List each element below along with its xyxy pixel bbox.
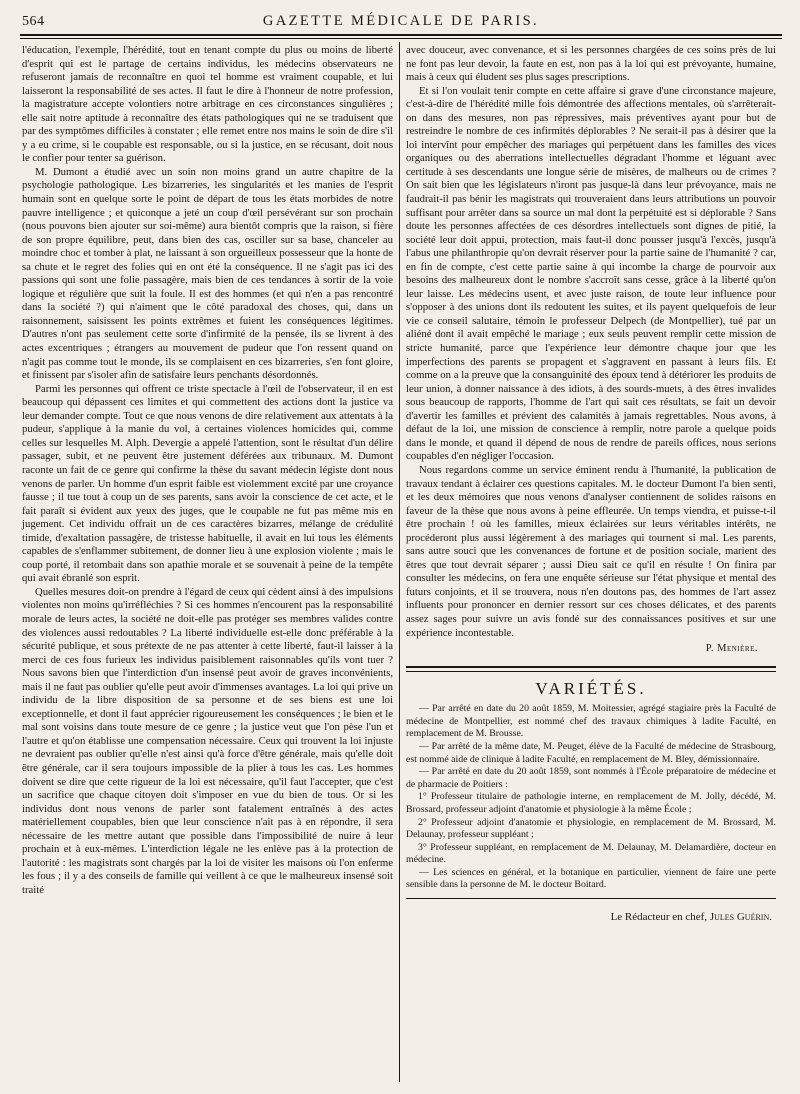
section-title-varietes: VARIÉTÉS.: [535, 678, 647, 698]
paragraph: Nous regardons comme un service éminent rendu à l'humanité, la publication de travaux tendant à éclairer ces questions capitales. M. le docteur Dumont l'a bien senti, et les deux mémoires que nous venons d'analyser contiennent de solides raisons en faveur de la thèse que nous avons à peine effleurée. Un temps viendra, et puisse-t-il être prochain ! où les familles, mieux éclairées sur leurs véritables intérêts, ne procéderont plus aussi légèrement à des mariages qui tournent si mal. Les parents, sans autre souci que les convenances de fortune et de position sociale, marient des êtres que tout devrait séparer ; aussi Dieu sait ce qu'il en résulte ! On finira par consulter les médecins, on fera une enquête sérieuse sur l'état physique et mental des futurs conjoints, et il se trouvera, nous n'en doutons pas, des hommes de l'art assez influents pour prononcer en dernier ressort sur ces choses délicates, et des parents assez sages pour suivre un avis fondé sur des connaissances positives et sur une expérience incontestable.: [406, 463, 776, 639]
news-subitem: 2° Professeur adjoint d'anatomie et physiologie, en remplacement de M. Brossard, M. Delaunay, professeur suppléant ;: [406, 816, 776, 841]
paragraph: Et si l'on voulait tenir compte en cette affaire si grave d'une circonstance majeure, c'est-à-dire de l'hérédité mille fois démontrée des affections mentales, où s'arrêterait-on dans des mesures, non pas répressives, mais préventives ayant pour but de restreindre le nombre de ces infirmités déplorables ? Ne serait-il pas à désirer que la loi intervînt pour empêcher des mariages qui perpétuent dans les familles des vices organiques ou des aberrations intellectuelles dégradant l'homme et léguant avec certitude à ses descendants une longue série de misères, de malheurs ou de crimes ? On sait bien que les législateurs n'iront pas jusque-là dans leur prévoyance, mais ne faudrait-il pas bénir les magistrats qui trouveraient dans leurs attributions un pouvoir suffisant pour arrêter dans sa source un mal dont la perpétuité est si déplorable ? Sans doute les personnes affectées de ces désordres intellectuels sont dignes de pitié, la société leur doit appui, protection, mais faut-il donc pousser jusqu'à l'excès, jusqu'à l'abus une philanthropie qu'on devrait réserver pour la partie saine de l'humanité ? car, en fin de compte, c'est cette partie saine à qui incombe la charge de pourvoir aux besoins des malheureux dont le nombre s'accroît sans cesse, grâce à la liberté qu'on leur laisse. Les médecins usent, et avec juste raison, de toute leur influence pour s'opposer à des unions dont ils redoutent les suites, et ils payent quelquefois de leur vie ce conseil salutaire, témoin le professeur Delpech (de Montpellier), tué par un aliéné dont il avait empêché le mariage ; eux seuls peuvent remplir cette mission de stricte humanité, parce que l'expérience leur démontre chaque jour que les imperfections des parents se propagent et s'aggravent en passant à leurs fils. Et comme on a la preuve que la consanguinité des époux tend à détériorer les produits de leur union, à donner naissance à des idiots, à des sourds-muets, à des êtres invalides sous beaucoup de rapports, l'homme de l'art qui sait ces résultats, se fait un devoir d'avertir les familles et prévient des calamités à jamais regrettables. Nous avons, à défaut de la loi, une mission de conscience à remplir, notre parole a quelque poids dans le monde, et quand il dépend de nous de rendre de pareils offices, nous serions coupables d'en négliger l'occasion.: [406, 84, 776, 463]
article-signature: P. Menière.: [705, 643, 758, 655]
news-item: — Par arrêté en date du 20 août 1859, M. Moitessier, agrégé stagiaire près la Faculté de médecine de Montpellier, est nommé chef des travaux chimiques à ladite Faculté, en remplacement de M. Brousse.: [406, 703, 776, 740]
news-item: — Par arrêté de la même date, M. Peuget, élève de la Faculté de médecine de Strasbourg, est nommé aide de clinique à ladite Faculté, en remplacement de M. Bley, démissionnaire.: [406, 740, 776, 765]
paragraph: M. Dumont a étudié avec un soin non moins grand un autre chapitre de la psychologie pathologique. Les bizarreries, les singularités et les manies de l'esprit humain sont en quelque sorte le point de départ de tous les états morbides de notre pauvre intelligence ; et quiconque a jeté un coup d'œil persévérant sur son prochain (nous pouvons bien ajouter sur soi-même) aura bientôt compris que la raison, si fière de son propre équilibre, peut, dans bien des cas, osciller sur sa base, chanceler au moindre choc et tomber à plat, ne laissant à son orgueilleux possesseur que la honte de sa chute et le regret des folies qui en ont été la conséquence. Il ne s'agit pas ici des passions qui sont une folie passagère, mais bien de ces tendances à sortir de la voie logique et régulière que suit la foule. Il est des hommes (et qui n'en a pas rencontré dans la société ?) qui n'aiment que le côté paradoxal des choses, qui, dans un raisonnement, saisissent les points extrêmes et fuient les conséquences légitimes. D'autres n'ont pas seulement cette sorte d'infirmité de la pensée, ils se livrent à des actes excentriques ; étrangers au mouvement de pudeur que l'on ressent quand on n'agit pas comme tout le monde, ils se complaisent en ces bizarreries, s'en font gloire, et finissent par s'isoler afin de satisfaire leurs penchants désordonnés.: [22, 165, 393, 382]
page-header: [20, 12, 782, 34]
editor-line: [406, 911, 776, 925]
paragraph: Parmi les personnes qui offrent ce triste spectacle à l'œil de l'observateur, il en est beaucoup qui dépassent ces limites et qui commettent des actions dont la justice va leur demander compte. Tout ce que nous venons de dire relativement aux attentats à la pudeur, s'applique à la manie du vol, à certaines violences homicides qui, comme celles sur lesquelles M. Alph. Devergie a appelé l'attention, sont le résultat d'un délire passager, subit, et ne peuvent être justement déférées aux tribunaux. M. Dumont raconte un fait de ce genre qui confirme la thèse du savant médecin légiste dont nous venons de parler. Un homme d'un esprit faible est violemment excité par une croyance fausse ; il tue tout à coup un de ses parents, sans avoir la conscience de cet acte, et le fait paraît si évident aux yeux des juges, que le coupable ne fut pas même mis en jugement. Cet individu offrait un de ces caractères bizarres, mélange de crédulité timide, d'exaltation passagère, de tristesse habituelle, il avait en lui tous les éléments capables de s'enflammer subitement, de donner lieu à une explosion violente ; mais le coup porté, il retombait dans son apathie morale et se souvenait à peine de la tempête qui avait ébranlé son esprit.: [22, 382, 393, 585]
section-end-rule: [406, 898, 776, 899]
column-divider: [399, 42, 400, 1082]
header-rule-thick: [20, 34, 782, 36]
news-subitem: 1° Professeur titulaire de pathologie interne, en remplacement de M. Jolly, décédé, M. Brossard, professeur adjoint d'anatomie et physiologie à la même École ;: [406, 791, 776, 815]
section-rule-thick: [406, 666, 776, 668]
journal-title: GAZETTE MÉDICALE DE PARIS.: [262, 13, 540, 29]
news-item: — Les sciences en général, et la botanique en particulier, viennent de faire une perte sensible dans la personne de M. le docteur Boitard.: [406, 866, 776, 891]
news-item: — Par arrêté en date du 20 août 1859, sont nommés à l'École préparatoire de médecine et de pharmacie de Poitiers :: [406, 766, 776, 790]
editor-prefix: Le Rédacteur en chef,: [610, 911, 708, 924]
left-column: [22, 44, 393, 897]
paragraph: Quelles mesures doit-on prendre à l'égard de ceux qui cèdent ainsi à des impulsions violentes non moins qu'irréfléchies ? Si ces hommes n'encourent pas la responsabilité morale de leurs actes, la société ne doit-elle pas protéger ses membres valides contre des violences aussi redoutables ? La liberté individuelle est-elle donc préférable à la sécurité publique, et sous prétexte de ne pas attenter à cette liberté, faut-il laisser à la merci de ces fous furieux les individus paisiblement raisonnables qu'ils vont tuer ? Nous savons bien que l'interdiction d'un insensé peut avoir de graves inconvénients, mais il ne faut pas oublier qu'elle peut avoir d'immenses avantages. La loi qui prive un individu de la libre disposition de sa personne et de ses biens est une loi exceptionnelle, et dont il faut apprécier rigoureusement les conséquences ; le bien et le mal sont voisins dans toute mesure de ce genre ; la justice veut que l'on pèse l'un et l'autre et qu'on établisse une compensation nécessaire. Ceux qui trouvent la loi injuste ne devraient pas oublier qu'elle n'est ainsi qu'à force d'être générale, mais qu'elle doit être générale, car il sera toujours impossible de la plier à tous les cas. Les hommes doivent se dire que cette rigueur de la loi est nécessaire, qu'il faut l'accepter, que c'est un sacrifice que chaque citoyen doit s'imposer en vue du bien de tous. Or si les individus dont nous venons de parler sont fatalement entraînés à des actes matériellement coupables, bien que leur conscience n'ait pas à en répondre, il sera nécessaire de les mettre autant que possible dans l'impossibilité de nuire à leur prochain et à eux-mêmes. L'interdiction légale ne les enlève pas à la protection de l'autorité : les magistrats sont chargés par la loi de visiter les maisons où l'on enferme les fous ; il y a des conseils de famille qui veillent à ce que le malheureux insensé soit traité: [22, 585, 393, 896]
right-column: [406, 44, 776, 925]
paragraph: l'éducation, l'exemple, l'hérédité, tout en tenant compte du plus ou moins de liberté d'esprit qui est le partage de certains individus, les médecins observateurs ne refuseront jamais de reconnaître en quoi tel homme est vraiment coupable, et lui laisseront la responsabilité de ses actes. Il faut le dire à l'honneur de notre profession, la magistrature accepte volontiers notre arbitrage en ces circonstances singulières ; elle sait notre aptitude à reconnaître des états pathologiques qui ne se traduisent que par des symptômes difficiles à constater ; elle remet entre nos mains le soin de dire s'il y a eu crime, si le coupable est responsable, ou si la justice, en se récusant, doit nous le confier pour tenter sa guérison.: [22, 44, 393, 165]
editor-name: Jules Guérin.: [709, 911, 772, 924]
news-subitem: 3° Professeur suppléant, en remplacement de M. Delaunay, M. Delamardière, docteur en médecine.: [406, 841, 776, 866]
paragraph: avec douceur, avec convenance, et si les personnes chargées de ces soins près de lui ne font pas leur devoir, la faute en est, non pas à la loi qui est prévoyante, humaine, mais à ceux qui éludent ses plus sages prescriptions.: [406, 44, 776, 84]
page-number: 564: [22, 14, 45, 29]
section-rule-thin: [406, 671, 776, 672]
header-rule-thin: [20, 38, 782, 39]
